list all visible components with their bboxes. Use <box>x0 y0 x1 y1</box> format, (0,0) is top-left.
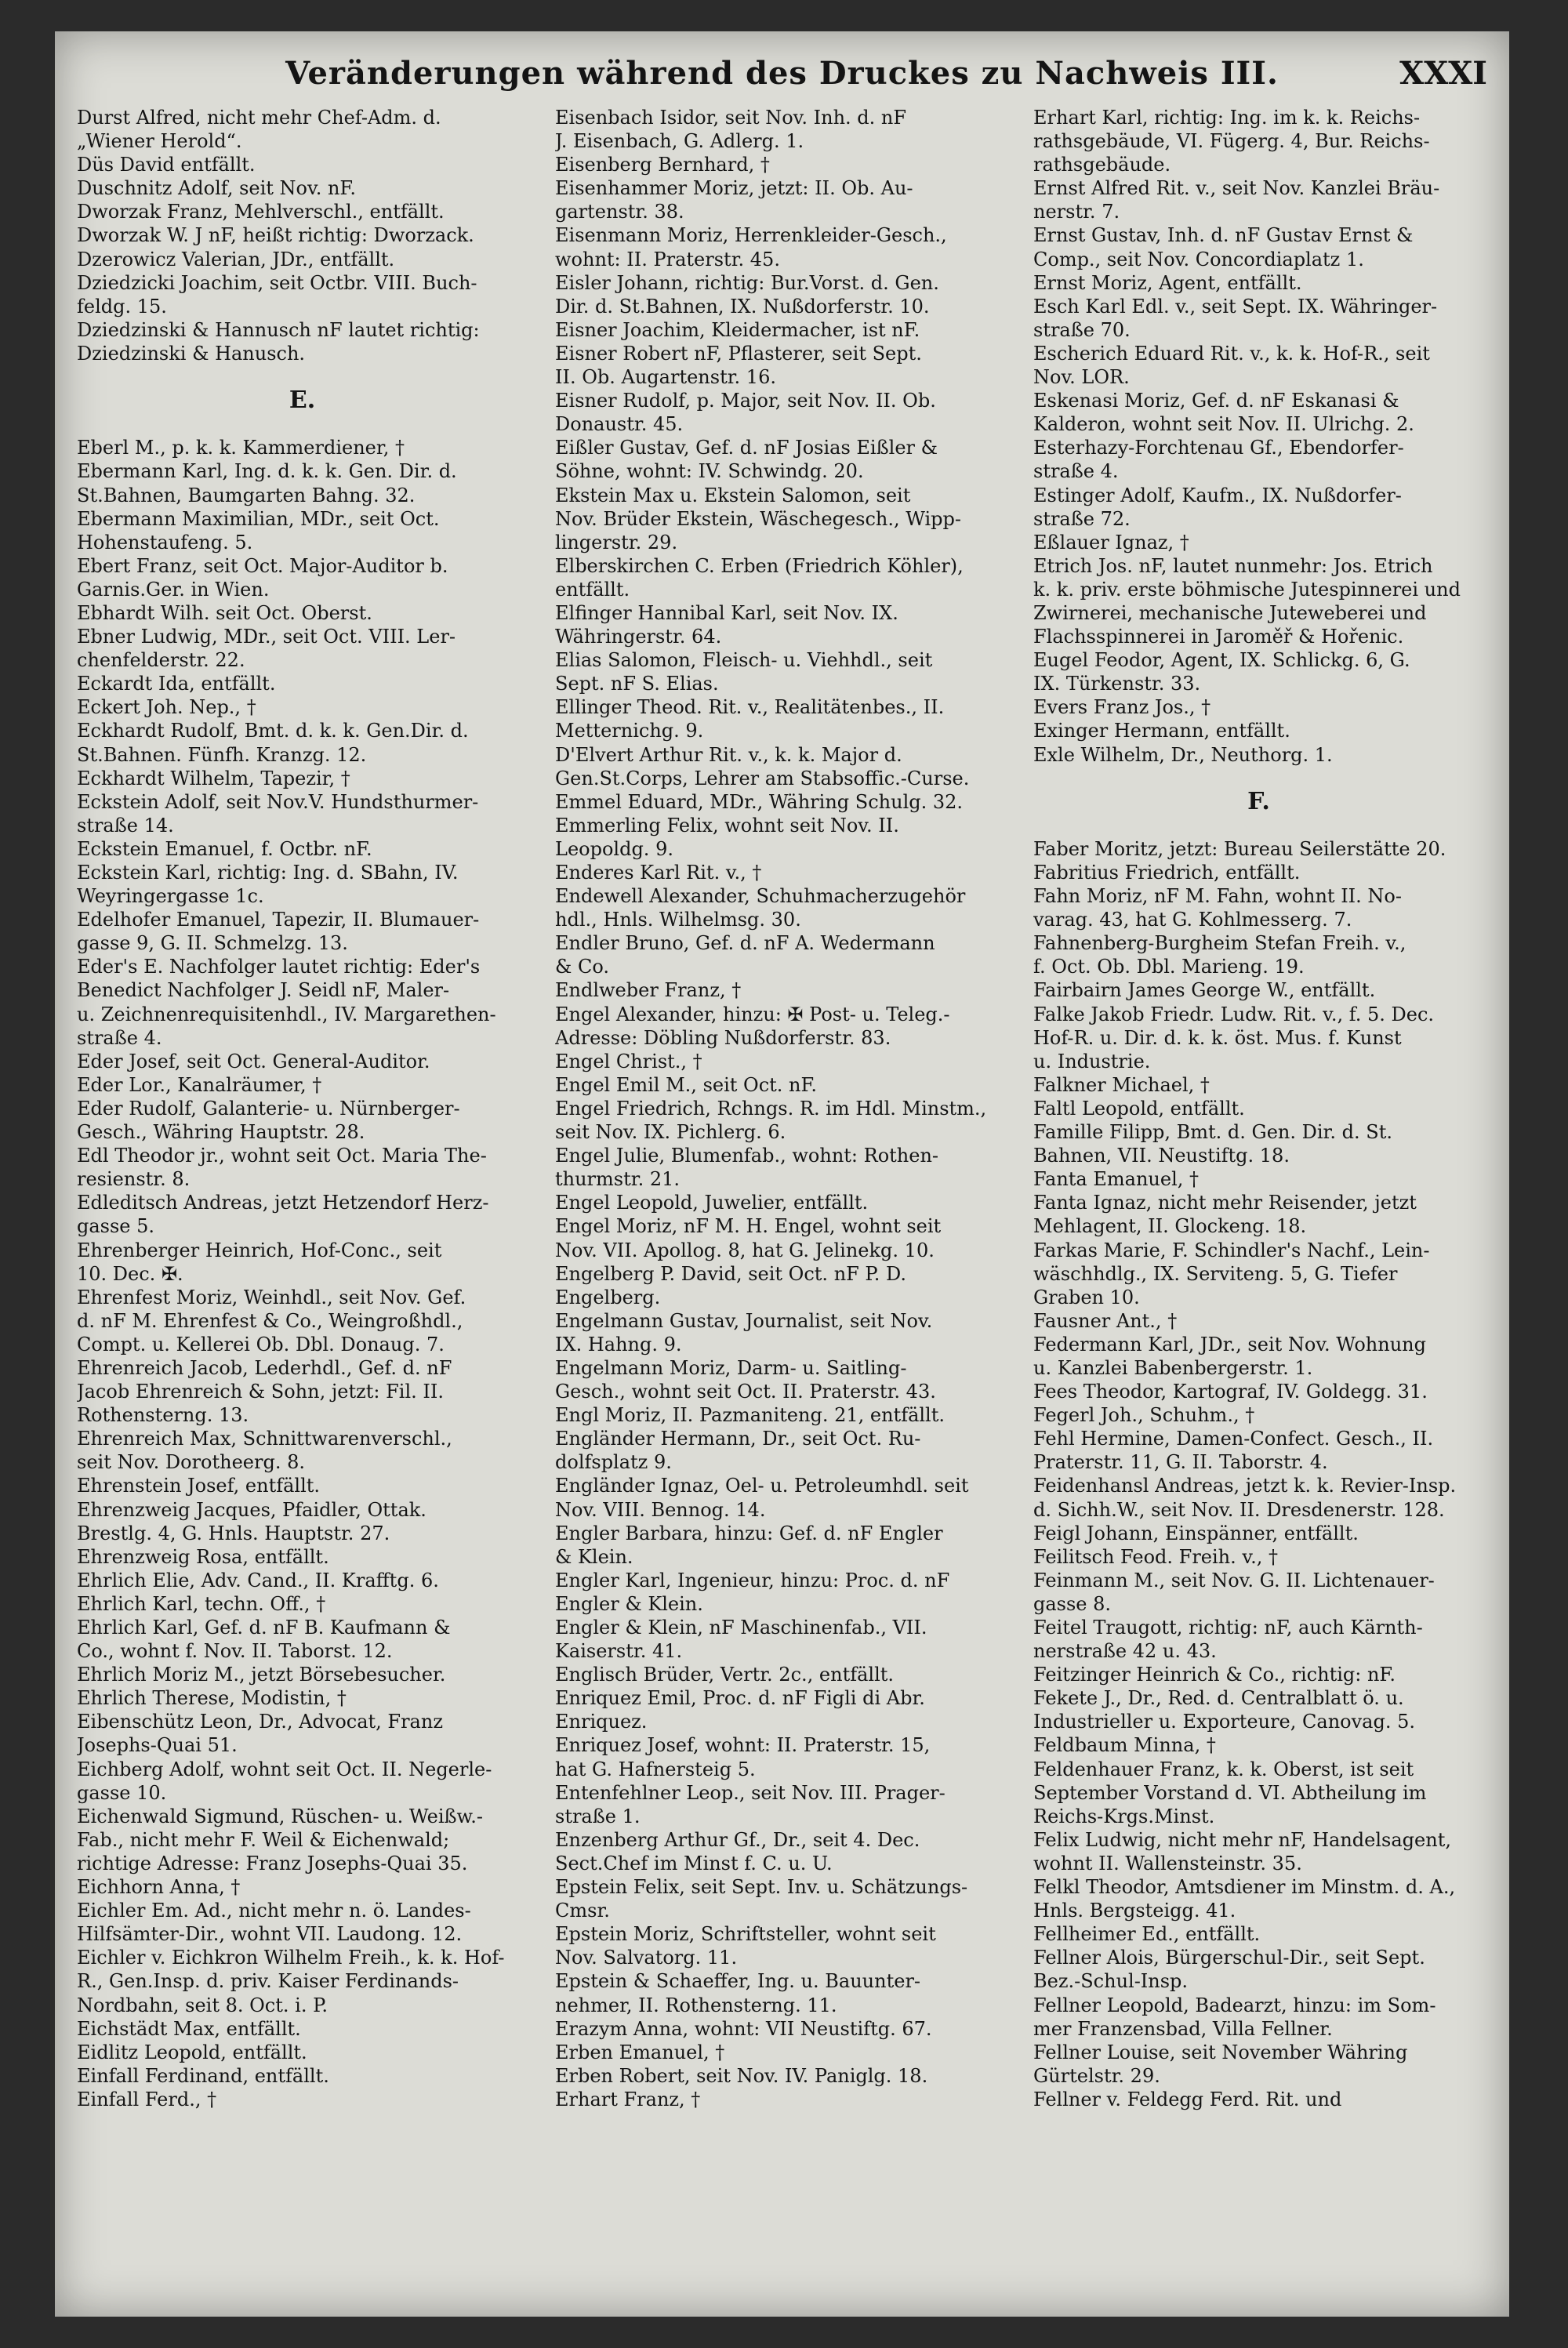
entry-line: Edl Theodor jr., wohnt seit Oct. Maria The- <box>77 1145 487 1167</box>
entry-line: Dziedzinski & Hannusch nF lautet richtig: <box>77 318 480 341</box>
entry-line: Erhart Franz, † <box>555 2088 701 2110</box>
entry-line: Fellner Alois, Bürgerschul-Dir., seit Sept. <box>1033 1947 1425 1969</box>
entry-line: Fellner Louise, seit November Währing <box>1033 2041 1408 2063</box>
entry-line: Mehlagent, II. Glockeng. 18. <box>1033 1215 1307 1238</box>
spacer <box>77 412 528 436</box>
entry-line: Gen.St.Corps, Lehrer am Stabsoffic.-Curse. <box>555 767 970 789</box>
entry-line: Josephs-Quai 51. <box>77 1734 238 1757</box>
entry-line: Engländer Hermann, Dr., seit Oct. Ru- <box>555 1428 921 1450</box>
entry-line: Feldenhauer Franz, k. k. Oberst, ist seit <box>1033 1758 1414 1780</box>
entry-line: Hof-R. u. Dir. d. k. k. öst. Mus. f. Kunst <box>1033 1026 1402 1049</box>
entry-line: Federmann Karl, JDr., seit Nov. Wohnung <box>1033 1333 1426 1355</box>
entry-line: Entenfehlner Leop., seit Nov. III. Prager- <box>555 1781 946 1804</box>
entry-line: Erhart Karl, richtig: Ing. im k. k. Reichs- <box>1033 107 1421 129</box>
entry-line: Feinmann M., seit Nov. G. II. Lichtenauer- <box>1033 1569 1435 1591</box>
entry-line: Feldbaum Minna, † <box>1033 1734 1216 1757</box>
entry-line: Eibenschütz Leon, Dr., Advocat, Franz <box>77 1711 443 1733</box>
entry-line: Eisner Robert nF, Pflasterer, seit Sept. <box>555 342 922 365</box>
entry-line: Enderes Karl Rit. v., † <box>555 862 762 884</box>
entry-line: Engel Moriz, nF M. H. Engel, wohnt seit <box>555 1215 942 1238</box>
entry-line: Fehl Hermine, Damen-Confect. Gesch., II. <box>1033 1428 1434 1450</box>
entry-line: Söhne, wohnt: IV. Schwindg. 20. <box>555 460 864 483</box>
entry-line: Hohenstaufeng. 5. <box>77 531 253 553</box>
entry-line: Eder Josef, seit Oct. General-Auditor. <box>77 1050 430 1072</box>
entry-line: Felix Ludwig, nicht mehr nF, Handelsagent, <box>1033 1828 1451 1851</box>
entry-line: IX. Hahng. 9. <box>555 1333 682 1355</box>
entry-line: nehmer, II. Rothensterng. 11. <box>555 1994 837 2016</box>
entry-line: Fellner v. Feldegg Ferd. Rit. und <box>1033 2088 1342 2110</box>
entry-line: Kaiserstr. 41. <box>555 1640 683 1663</box>
entry-line: Graben 10. <box>1033 1286 1140 1308</box>
entry-line: Fabritius Friedrich, entfällt. <box>1033 862 1301 884</box>
entry-line: Donaustr. 45. <box>555 413 684 436</box>
entry-line: Ekstein Max u. Ekstein Salomon, seit <box>555 484 911 506</box>
entry-line: Eckhardt Wilhelm, Tapezir, † <box>77 767 350 789</box>
entry-line: Ehrenfest Moriz, Weinhdl., seit Nov. Gef. <box>77 1286 466 1308</box>
entry-line: Faltl Leopold, entfällt. <box>1033 1097 1245 1120</box>
entry-line: & Klein. <box>555 1545 633 1568</box>
entry-line: Nov. Salvatorg. 11. <box>555 1947 738 1969</box>
entry-line: Ebermann Karl, Ing. d. k. k. Gen. Dir. d. <box>77 460 457 483</box>
entry-line: Nordbahn, seit 8. Oct. i. P. <box>77 1994 328 2016</box>
page-header <box>55 45 1509 100</box>
entry-line: Enriquez Emil, Proc. d. nF Figli di Abr. <box>555 1687 925 1710</box>
entry-line: Falke Jakob Friedr. Ludw. Rit. v., f. 5. Dec. <box>1033 1003 1435 1025</box>
entry-line: Adresse: Döbling Nußdorferstr. 83. <box>555 1026 891 1049</box>
entry-line: Erben Robert, seit Nov. IV. Paniglg. 18. <box>555 2064 928 2087</box>
entry-line: Esch Karl Edl. v., seit Sept. IX. Währinger- <box>1033 295 1438 318</box>
entry-line: Comp., seit Nov. Concordiaplatz 1. <box>1033 248 1364 270</box>
entry-line: Etrich Jos. nF, lautet nunmehr: Jos. Etrich <box>1033 554 1433 577</box>
entry-line: Kalderon, wohnt seit Nov. II. Ulrichg. 2. <box>1033 413 1414 436</box>
entry-line: resienstr. 8. <box>77 1168 191 1191</box>
entry-line: Exle Wilhelm, Dr., Neuthorg. 1. <box>1033 743 1333 766</box>
entry-line: hat G. Hafnersteig 5. <box>555 1758 756 1780</box>
entry-line: Praterstr. 11, G. II. Taborstr. 4. <box>1033 1451 1328 1474</box>
entry-line: Gesch., Währing Hauptstr. 28. <box>77 1121 365 1144</box>
entry-line: straße 4. <box>77 1026 162 1049</box>
entry-line: Eugel Feodor, Agent, IX. Schlickg. 6, G. <box>1033 649 1410 672</box>
entry-line: Leopoldg. 9. <box>555 837 673 860</box>
entry-line: „Wiener Herold“. <box>77 130 242 153</box>
entry-line: wohnt: II. Praterstr. 45. <box>555 248 780 270</box>
entry-line: rathsgebäude. <box>1033 154 1171 176</box>
entry-line: hdl., Hnls. Wilhelmsg. 30. <box>555 909 801 931</box>
entry-line: Endewell Alexander, Schuhmacherzugehör <box>555 885 966 908</box>
entry-line: Faber Moritz, jetzt: Bureau Seilerstätte 20. <box>1033 837 1446 860</box>
entry-line: mer Franzensbad, Villa Fellner. <box>1033 2017 1333 2040</box>
entry-line: Epstein Moriz, Schriftsteller, wohnt seit <box>555 1923 936 1946</box>
entry-line: Engelberg P. David, seit Oct. nF P. D. <box>555 1262 906 1285</box>
entry-line: Fellner Leopold, Badearzt, hinzu: im Som- <box>1033 1994 1436 2016</box>
entry-line: Eisenberg Bernhard, † <box>555 154 770 176</box>
entry-line: Zwirnerei, mechanische Juteweberei und <box>1033 601 1427 624</box>
entry-line: Ehrlich Therese, Modistin, † <box>77 1687 347 1710</box>
entry-line: Engler & Klein, nF Maschinenfab., VII. <box>555 1617 927 1639</box>
entry-line: Engelmann Moriz, Darm- u. Saitling- <box>555 1356 907 1379</box>
entry-line: Feigl Johann, Einspänner, entfällt. <box>1033 1522 1359 1544</box>
entry-line: Ernst Moriz, Agent, entfällt. <box>1033 271 1302 294</box>
entry-line: September Vorstand d. VI. Abtheilung im <box>1033 1781 1427 1804</box>
entry-line: Einfall Ferdinand, entfällt. <box>77 2064 329 2087</box>
entry-line: 10. Dec. ✠. <box>77 1262 183 1285</box>
entry-line: thurmstr. 21. <box>555 1168 681 1191</box>
entry-line: Reichs-Krgs.Minst. <box>1033 1805 1215 1827</box>
entry-line: Nov. Brüder Ekstein, Wäschegesch., Wipp- <box>555 507 962 530</box>
entry-line: St.Bahnen. Fünfh. Kranzg. 12. <box>77 743 367 766</box>
entry-line: nerstraße 42 u. 43. <box>1033 1640 1217 1663</box>
entry-line: R., Gen.Insp. d. priv. Kaiser Ferdinands- <box>77 1970 459 1993</box>
entry-line: Fausner Ant., † <box>1033 1309 1178 1332</box>
entry-line: Elfinger Hannibal Karl, seit Nov. IX. <box>555 601 898 624</box>
entry-line: Hnls. Bergsteigg. 41. <box>1033 1900 1236 1922</box>
entry-line: varag. 43, hat G. Kohlmesserg. 7. <box>1033 909 1352 931</box>
spacer <box>1033 814 1484 837</box>
entry-line: Enriquez Josef, wohnt: II. Praterstr. 15, <box>555 1734 931 1757</box>
entry-line: Dworzak Franz, Mehlverschl., entfällt. <box>77 201 445 223</box>
entry-line: Gesch., wohnt seit Oct. II. Praterstr. 43. <box>555 1381 936 1403</box>
entry-line: Eisenmann Moriz, Herrenkleider-Gesch., <box>555 224 947 247</box>
entry-line: Compt. u. Kellerei Ob. Dbl. Donaug. 7. <box>77 1333 445 1355</box>
entry-line: Industrieller u. Exporteure, Canovag. 5. <box>1033 1711 1415 1733</box>
entry-line: Ehrenzweig Rosa, entfällt. <box>77 1545 329 1568</box>
entry-line: Ehrenreich Jacob, Lederhdl., Gef. d. nF <box>77 1356 452 1379</box>
entry-line: dolfsplatz 9. <box>555 1451 672 1474</box>
entry-line: Englisch Brüder, Vertr. 2c., entfällt. <box>555 1664 895 1686</box>
entry-line: Fanta Emanuel, † <box>1033 1168 1200 1191</box>
entry-line: Ehrenzweig Jacques, Pfaidler, Ottak. <box>77 1498 426 1521</box>
entry-line: J. Eisenbach, G. Adlerg. 1. <box>555 130 804 153</box>
entry-line: Feitel Traugott, richtig: nF, auch Kärnth- <box>1033 1617 1423 1639</box>
entry-line: Eichler Em. Ad., nicht mehr n. ö. Landes- <box>77 1900 471 1922</box>
entry-line: Fekete J., Dr., Red. d. Centralblatt ö. u. <box>1033 1687 1404 1710</box>
entry-line: straße 70. <box>1033 318 1131 341</box>
entry-line: Eisner Rudolf, p. Major, seit Nov. II. Ob. <box>555 390 936 412</box>
entry-line: gasse 8. <box>1033 1592 1112 1615</box>
entry-line: lingerstr. 29. <box>555 531 678 553</box>
entry-line: Düs David entfällt. <box>77 154 256 176</box>
entry-line: u. Zeichnenrequisitenhdl., IV. Margarethen- <box>77 1003 496 1025</box>
entry-line: Feidenhansl Andreas, jetzt k. k. Revier-Insp. <box>1033 1475 1457 1497</box>
entry-line: Endlweber Franz, † <box>555 979 742 1002</box>
page-number: XXXI <box>1399 55 1487 92</box>
entry-line: Eckhardt Rudolf, Bmt. d. k. k. Gen.Dir. d. <box>77 720 469 742</box>
entry-line: Duschnitz Adolf, seit Nov. nF. <box>77 177 356 200</box>
entry-line: Dworzak W. J nF, heißt richtig: Dworzack. <box>77 224 474 247</box>
entry-line: Bahnen, VII. Neustiftg. 18. <box>1033 1145 1290 1167</box>
entry-line: Emmerling Felix, wohnt seit Nov. II. <box>555 814 899 836</box>
entry-line: wäschhdlg., IX. Serviteng. 5, G. Tiefer <box>1033 1262 1398 1285</box>
entry-line: d. nF M. Ehrenfest & Co., Weingroßhdl., <box>77 1309 463 1332</box>
entry-line: gasse 10. <box>77 1781 167 1804</box>
entry-line: Engler & Klein. <box>555 1592 703 1615</box>
entry-line: Eder Rudolf, Galanterie- u. Nürnberger- <box>77 1097 460 1120</box>
entry-line: Ebert Franz, seit Oct. Major-Auditor b. <box>77 554 448 577</box>
entry-line: Fahn Moriz, nF M. Fahn, wohnt II. No- <box>1033 885 1402 908</box>
entry-line: Eichberg Adolf, wohnt seit Oct. II. Negerle- <box>77 1758 492 1780</box>
entry-line: Estinger Adolf, Kaufm., IX. Nußdorfer- <box>1033 484 1402 506</box>
entry-line: Eckert Joh. Nep., † <box>77 696 256 719</box>
entry-line: Eisler Johann, richtig: Bur.Vorst. d. Gen. <box>555 271 939 294</box>
entry-line: Eckstein Karl, richtig: Ing. d. SBahn, IV. <box>77 862 459 884</box>
entry-line: Eichhorn Anna, † <box>77 1876 241 1899</box>
entry-line: Eder Lor., Kanalräumer, † <box>77 1073 322 1096</box>
entry-line: Ehrenberger Heinrich, Hof-Conc., seit <box>77 1239 442 1261</box>
entry-line: Engel Friedrich, Rchngs. R. im Hdl. Minstm., <box>555 1097 987 1120</box>
entry-line: Ellinger Theod. Rit. v., Realitätenbes., II. <box>555 696 945 719</box>
entry-line: nerstr. 7. <box>1033 201 1120 223</box>
entry-line: Engelberg. <box>555 1286 661 1308</box>
entry-line: Fairbairn James George W., entfällt. <box>1033 979 1376 1002</box>
entry-line: entfällt. <box>555 578 630 601</box>
entry-line: Dzerowicz Valerian, JDr., entfällt. <box>77 248 395 270</box>
entry-line: Evers Franz Jos., † <box>1033 696 1211 719</box>
entry-line: Ehrlich Elie, Adv. Cand., II. Krafftg. 6. <box>77 1569 439 1591</box>
entry-line: Rothensterng. 13. <box>77 1404 249 1427</box>
entry-line: Ernst Gustav, Inh. d. nF Gustav Ernst & <box>1033 224 1414 247</box>
entry-line: Sect.Chef im Minst f. C. u. U. <box>555 1852 833 1874</box>
entry-line: Erben Emanuel, † <box>555 2041 725 2063</box>
entry-line: Garnis.Ger. in Wien. <box>77 578 270 601</box>
entry-line: Engel Emil M., seit Oct. nF. <box>555 1073 818 1096</box>
entry-line: straße 1. <box>555 1805 641 1827</box>
entry-line: Eder's E. Nachfolger lautet richtig: Eder's <box>77 956 481 978</box>
entry-line: Ehrenreich Max, Schnittwarenverschl., <box>77 1428 452 1450</box>
entry-line: Eckstein Emanuel, f. Octbr. nF. <box>77 837 372 860</box>
entry-line: Felkl Theodor, Amtsdiener im Minstm. d. A., <box>1033 1876 1456 1899</box>
entry-line: Nov. LOR. <box>1033 366 1130 389</box>
entry-line: Engler Barbara, hinzu: Gef. d. nF Engler <box>555 1522 943 1544</box>
entry-line: Engel Leopold, Juwelier, entfällt. <box>555 1192 869 1214</box>
entry-line: gartenstr. 38. <box>555 201 684 223</box>
entry-line: seit Nov. IX. Pichlerg. 6. <box>555 1121 786 1144</box>
entry-line: Eisner Joachim, Kleidermacher, ist nF. <box>555 318 920 341</box>
entry-line: Elberskirchen C. Erben (Friedrich Köhler), <box>555 554 964 577</box>
entry-line: Brestlg. 4, G. Hnls. Hauptstr. 27. <box>77 1522 390 1544</box>
entry-line: Ehrlich Moriz M., jetzt Börsebesucher. <box>77 1664 446 1686</box>
entry-line: Währingerstr. 64. <box>555 626 722 648</box>
entry-line: Ebermann Maximilian, MDr., seit Oct. <box>77 507 440 530</box>
entry-line: Dziedzinski & Hanusch. <box>77 342 306 365</box>
entry-line: Falkner Michael, † <box>1033 1073 1210 1096</box>
entry-line: Weyringergasse 1c. <box>77 885 264 908</box>
entry-line: gasse 9, G. II. Schmelzg. 13. <box>77 932 348 955</box>
entry-line: Fab., nicht mehr F. Weil & Eichenwald; <box>77 1828 450 1851</box>
entry-line: d. Sichh.W., seit Nov. II. Dresdenerstr. 128. <box>1033 1498 1445 1521</box>
entry-line: Fellheimer Ed., entfällt. <box>1033 1923 1261 1946</box>
entry-line: IX. Türkenstr. 33. <box>1033 673 1201 695</box>
entry-line: St.Bahnen, Baumgarten Bahng. 32. <box>77 484 416 506</box>
entry-line: Dir. d. St.Bahnen, IX. Nußdorferstr. 10. <box>555 295 930 318</box>
entry-line: Engl Moriz, II. Pazmaniteng. 21, entfällt. <box>555 1404 946 1427</box>
entry-line: Edelhofer Emanuel, Tapezir, II. Blumauer- <box>77 909 480 931</box>
entry-line: Erazym Anna, wohnt: VII Neustiftg. 67. <box>555 2017 932 2040</box>
entry-line: Bez.-Schul-Insp. <box>1033 1970 1189 1993</box>
entry-line: Dziedzicki Joachim, seit Octbr. VIII. Buch- <box>77 271 477 294</box>
entry-line: Eißler Gustav, Gef. d. nF Josias Eißler & <box>555 437 938 459</box>
entry-line: Co., wohnt f. Nov. II. Taborst. 12. <box>77 1640 393 1663</box>
entry-line: Fahnenberg-Burgheim Stefan Freih. v., <box>1033 932 1406 955</box>
entry-line: straße 72. <box>1033 507 1131 530</box>
section-heading: F. <box>1247 789 1270 814</box>
entry-line: k. k. priv. erste böhmische Jutespinnerei und <box>1033 578 1461 601</box>
entry-line: Epstein & Schaeffer, Ing. u. Bauunter- <box>555 1970 921 1993</box>
entry-line: Famille Filipp, Bmt. d. Gen. Dir. d. St. <box>1033 1121 1392 1144</box>
entry-line: Durst Alfred, nicht mehr Chef-Adm. d. <box>77 107 441 129</box>
entry-line: Enzenberg Arthur Gf., Dr., seit 4. Dec. <box>555 1828 920 1851</box>
entry-line: Nov. VII. Apollog. 8, hat G. Jelinekg. 10. <box>555 1239 935 1261</box>
entry-line: Sept. nF S. Elias. <box>555 673 719 695</box>
entry-line: Ehrlich Karl, techn. Off., † <box>77 1592 326 1615</box>
entry-line: Eichenwald Sigmund, Rüschen- u. Weißw.- <box>77 1805 483 1827</box>
column-1 <box>77 106 528 2301</box>
entry-line: Escherich Eduard Rit. v., k. k. Hof-R., seit <box>1033 342 1430 365</box>
entry-line: Epstein Felix, seit Sept. Inv. u. Schätzungs- <box>555 1876 968 1899</box>
entry-line: Fanta Ignaz, nicht mehr Reisender, jetzt <box>1033 1192 1417 1214</box>
entry-line: Engel Alexander, hinzu: ✠ Post- u. Teleg.- <box>555 1003 950 1025</box>
entry-line: seit Nov. Dorotheerg. 8. <box>77 1451 305 1474</box>
entry-line: II. Ob. Augartenstr. 16. <box>555 366 776 389</box>
entry-line: Feitzinger Heinrich & Co., richtig: nF. <box>1033 1664 1396 1686</box>
entry-line: Feilitsch Feod. Freih. v., † <box>1033 1545 1278 1568</box>
entry-line: f. Oct. Ob. Dbl. Marieng. 19. <box>1033 956 1305 978</box>
entry-line: Fegerl Joh., Schuhm., † <box>1033 1404 1255 1427</box>
entry-line: Ernst Alfred Rit. v., seit Nov. Kanzlei Bräu- <box>1033 177 1440 200</box>
spacer <box>1033 767 1484 790</box>
entry-line: Engler Karl, Ingenieur, hinzu: Proc. d. nF <box>555 1569 950 1591</box>
entry-line: Ehrlich Karl, Gef. d. nF B. Kaufmann & <box>77 1617 451 1639</box>
entry-line: feldg. 15. <box>77 295 167 318</box>
entry-line: u. Kanzlei Babenbergerstr. 1. <box>1033 1356 1313 1379</box>
entry-line: Flachsspinnerei in Jaroměř & Hořenic. <box>1033 626 1404 648</box>
entry-line: gasse 5. <box>77 1215 155 1238</box>
entry-line: Exinger Hermann, entfällt. <box>1033 720 1290 742</box>
entry-line: straße 4. <box>1033 460 1119 483</box>
entry-line: Eckstein Adolf, seit Nov.V. Hundsthurmer- <box>77 790 479 813</box>
entry-line: Engel Christ., † <box>555 1050 702 1072</box>
entry-line: Ebhardt Wilh. seit Oct. Oberst. <box>77 601 372 624</box>
entry-line: Eichstädt Max, entfällt. <box>77 2017 301 2040</box>
entry-line: Emmel Eduard, MDr., Währing Schulg. 32. <box>555 790 964 813</box>
entry-line: Eßlauer Ignaz, † <box>1033 531 1189 553</box>
entry-line: Eidlitz Leopold, entfällt. <box>77 2041 307 2063</box>
entry-line: Esterhazy-Forchtenau Gf., Ebendorfer- <box>1033 437 1404 459</box>
column-2 <box>555 106 1006 2301</box>
column-3 <box>1033 106 1484 2301</box>
entry-line: Metternichg. 9. <box>555 720 704 742</box>
entry-line: chenfelderstr. 22. <box>77 649 245 672</box>
entry-line: straße 14. <box>77 814 174 836</box>
entry-line: Cmsr. <box>555 1900 610 1922</box>
entry-line: Jacob Ehrenreich & Sohn, jetzt: Fil. II. <box>77 1381 444 1403</box>
entry-line: u. Industrie. <box>1033 1050 1151 1072</box>
entry-line: Engelmann Gustav, Journalist, seit Nov. <box>555 1309 933 1332</box>
entry-line: Nov. VIII. Bennog. 14. <box>555 1498 766 1521</box>
entry-line: Enriquez. <box>555 1711 648 1733</box>
entry-line: Eberl M., p. k. k. Kammerdiener, † <box>77 437 405 459</box>
entry-line: Eichler v. Eichkron Wilhelm Freih., k. k. Hof- <box>77 1947 505 1969</box>
entry-line: Eckardt Ida, entfällt. <box>77 673 276 695</box>
entry-line: Elias Salomon, Fleisch- u. Viehhdl., seit <box>555 649 933 672</box>
entry-line: Endler Bruno, Gef. d. nF A. Wedermann <box>555 932 935 955</box>
entry-line: wohnt II. Wallensteinstr. 35. <box>1033 1852 1302 1874</box>
entry-line: Einfall Ferd., † <box>77 2088 217 2110</box>
entry-line: Eisenhammer Moriz, jetzt: II. Ob. Au- <box>555 177 913 200</box>
entry-line: D'Elvert Arthur Rit. v., k. k. Major d. <box>555 743 902 766</box>
entry-line: Ebner Ludwig, MDr., seit Oct. VIII. Ler- <box>77 626 456 648</box>
section-heading: E. <box>289 389 316 413</box>
entry-line: Hilfsämter-Dir., wohnt VII. Laudong. 12. <box>77 1923 463 1946</box>
entry-line: Eskenasi Moriz, Gef. d. nF Eskanasi & <box>1033 390 1399 412</box>
page-title: Veränderungen während des Druckes zu Nachweis III. <box>285 55 1279 92</box>
entry-line: Gürtelstr. 29. <box>1033 2064 1160 2087</box>
entry-line: Edleditsch Andreas, jetzt Hetzendorf Herz- <box>77 1192 489 1214</box>
entry-line: Fees Theodor, Kartograf, IV. Goldegg. 31. <box>1033 1381 1428 1403</box>
entry-line: Farkas Marie, F. Schindler's Nachf., Lein- <box>1033 1239 1430 1261</box>
entry-line: richtige Adresse: Franz Josephs-Quai 35. <box>77 1852 468 1874</box>
directory-page <box>55 31 1509 2317</box>
entry-line: Eisenbach Isidor, seit Nov. Inh. d. nF <box>555 107 907 129</box>
entry-line: Ehrenstein Josef, entfällt. <box>77 1475 321 1497</box>
entry-line: Benedict Nachfolger J. Seidl nF, Maler- <box>77 979 450 1002</box>
entry-line: Engländer Ignaz, Oel- u. Petroleumhdl. seit <box>555 1475 969 1497</box>
entry-line: & Co. <box>555 956 610 978</box>
spacer <box>77 365 528 389</box>
entry-line: Engel Julie, Blumenfab., wohnt: Rothen- <box>555 1145 939 1167</box>
entry-line: rathsgebäude, VI. Fügerg. 4, Bur. Reichs- <box>1033 130 1430 153</box>
